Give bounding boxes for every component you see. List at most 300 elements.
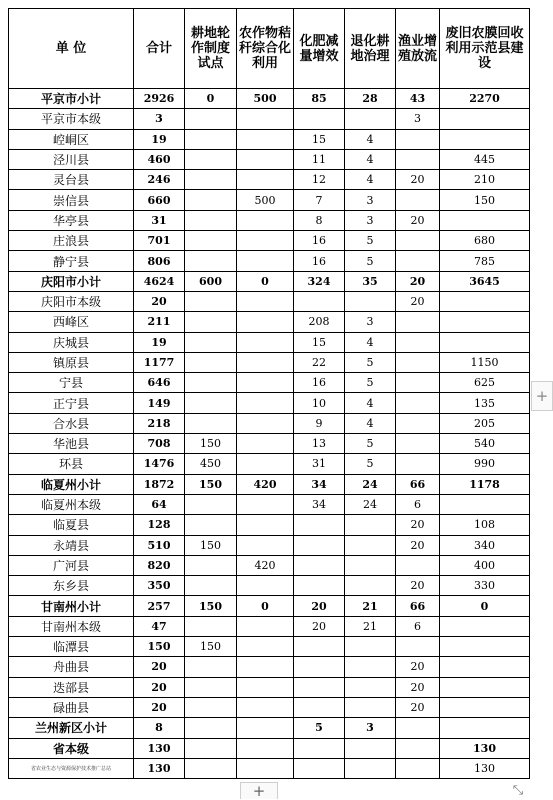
crop-rotation-cell[interactable]: 150 [185, 596, 237, 616]
subtotal-row [9, 718, 530, 738]
fertilizer-reduction-cell[interactable]: 7 [294, 190, 345, 210]
plastic-film-recycling-cell[interactable] [440, 332, 530, 352]
fishery-release-cell[interactable] [396, 373, 440, 393]
total-cell[interactable]: 708 [134, 434, 185, 454]
degraded-land-cell[interactable]: 24 [345, 474, 396, 494]
fertilizer-reduction-cell[interactable] [294, 109, 345, 129]
degraded-land-cell[interactable] [345, 657, 396, 677]
crop-rotation-cell[interactable] [185, 413, 237, 433]
fertilizer-reduction-cell[interactable]: 10 [294, 393, 345, 413]
fertilizer-reduction-cell[interactable] [294, 637, 345, 657]
total-cell[interactable]: 128 [134, 515, 185, 535]
plastic-film-recycling-cell[interactable] [440, 210, 530, 230]
crop-rotation-cell[interactable] [185, 758, 237, 778]
plastic-film-recycling-cell[interactable] [440, 494, 530, 514]
plastic-film-recycling-cell[interactable] [440, 291, 530, 311]
unit-name-cell[interactable]: 静宁县 [9, 251, 134, 271]
fertilizer-reduction-cell[interactable]: 20 [294, 596, 345, 616]
unit-name-cell[interactable]: 泾川县 [9, 149, 134, 169]
plastic-film-recycling-cell[interactable] [440, 616, 530, 636]
table-row [9, 413, 530, 433]
crop-rotation-cell[interactable]: 450 [185, 454, 237, 474]
fertilizer-reduction-cell[interactable] [294, 738, 345, 758]
degraded-land-cell[interactable]: 21 [345, 616, 396, 636]
straw-utilization-cell[interactable] [237, 129, 294, 149]
degraded-land-cell[interactable]: 5 [345, 373, 396, 393]
crop-rotation-cell[interactable] [185, 170, 237, 190]
unit-name-cell[interactable]: 碌曲县 [9, 697, 134, 717]
fertilizer-reduction-cell[interactable] [294, 657, 345, 677]
plastic-film-recycling-cell[interactable]: 130 [440, 738, 530, 758]
straw-utilization-cell[interactable] [237, 758, 294, 778]
crop-rotation-cell[interactable] [185, 332, 237, 352]
degraded-land-cell[interactable]: 28 [345, 89, 396, 109]
straw-utilization-cell[interactable] [237, 210, 294, 230]
unit-name-cell[interactable]: 平京市小计 [9, 89, 134, 109]
fertilizer-reduction-cell[interactable]: 16 [294, 251, 345, 271]
fertilizer-reduction-cell[interactable]: 9 [294, 413, 345, 433]
plastic-film-recycling-cell[interactable]: 400 [440, 555, 530, 575]
crop-rotation-cell[interactable]: 0 [185, 89, 237, 109]
fishery-release-cell[interactable] [396, 413, 440, 433]
crop-rotation-cell[interactable] [185, 738, 237, 758]
straw-utilization-cell[interactable]: 0 [237, 271, 294, 291]
straw-utilization-cell[interactable] [237, 616, 294, 636]
straw-utilization-cell[interactable] [237, 413, 294, 433]
fishery-release-cell[interactable] [396, 149, 440, 169]
fishery-release-cell[interactable]: 20 [396, 697, 440, 717]
unit-name-cell[interactable]: 临夏县 [9, 515, 134, 535]
table-row [9, 616, 530, 636]
table-row [9, 373, 530, 393]
plastic-film-recycling-cell[interactable]: 210 [440, 170, 530, 190]
fertilizer-reduction-cell[interactable] [294, 555, 345, 575]
fishery-release-cell[interactable]: 20 [396, 515, 440, 535]
fishery-release-cell[interactable] [396, 352, 440, 372]
fishery-release-cell[interactable] [396, 555, 440, 575]
fertilizer-reduction-cell[interactable] [294, 515, 345, 535]
degraded-land-cell[interactable]: 35 [345, 271, 396, 291]
crop-rotation-cell[interactable] [185, 109, 237, 129]
table-row [9, 149, 530, 169]
unit-name-cell[interactable]: 广河县 [9, 555, 134, 575]
fishery-release-cell[interactable] [396, 129, 440, 149]
straw-utilization-cell[interactable] [237, 718, 294, 738]
crop-rotation-cell[interactable] [185, 393, 237, 413]
subtotal-row [9, 271, 530, 291]
fishery-release-cell[interactable] [396, 312, 440, 332]
unit-name-cell[interactable]: 甘南州小计 [9, 596, 134, 616]
degraded-land-cell[interactable]: 5 [345, 454, 396, 474]
unit-name-cell[interactable]: 庆阳市本级 [9, 291, 134, 311]
fertilizer-reduction-cell[interactable]: 20 [294, 616, 345, 636]
crop-rotation-cell[interactable] [185, 210, 237, 230]
fishery-release-cell[interactable]: 6 [396, 494, 440, 514]
fishery-release-cell[interactable]: 20 [396, 170, 440, 190]
plastic-film-recycling-cell[interactable]: 135 [440, 393, 530, 413]
fertilizer-reduction-cell[interactable]: 31 [294, 454, 345, 474]
total-cell[interactable]: 8 [134, 718, 185, 738]
plastic-film-recycling-cell[interactable] [440, 109, 530, 129]
crop-rotation-cell[interactable] [185, 251, 237, 271]
header-straw-utilization: 农作物秸秆综合化利用 [237, 9, 294, 89]
crop-rotation-cell[interactable] [185, 190, 237, 210]
fishery-release-cell[interactable]: 43 [396, 89, 440, 109]
crop-rotation-cell[interactable] [185, 352, 237, 372]
fishery-release-cell[interactable] [396, 231, 440, 251]
degraded-land-cell[interactable]: 4 [345, 129, 396, 149]
degraded-land-cell[interactable] [345, 697, 396, 717]
unit-name-cell[interactable]: 甘南州本级 [9, 616, 134, 636]
total-cell[interactable]: 257 [134, 596, 185, 616]
total-cell[interactable]: 31 [134, 210, 185, 230]
degraded-land-cell[interactable]: 5 [345, 231, 396, 251]
total-cell[interactable]: 350 [134, 576, 185, 596]
straw-utilization-cell[interactable]: 420 [237, 474, 294, 494]
crop-rotation-cell[interactable] [185, 555, 237, 575]
fertilizer-reduction-cell[interactable] [294, 697, 345, 717]
total-cell[interactable]: 130 [134, 738, 185, 758]
fishery-release-cell[interactable] [396, 190, 440, 210]
degraded-land-cell[interactable]: 5 [345, 434, 396, 454]
straw-utilization-cell[interactable] [237, 231, 294, 251]
degraded-land-cell[interactable]: 21 [345, 596, 396, 616]
degraded-land-cell[interactable]: 3 [345, 210, 396, 230]
unit-name-cell[interactable]: 西峰区 [9, 312, 134, 332]
unit-name-cell[interactable]: 崇信县 [9, 190, 134, 210]
straw-utilization-cell[interactable] [237, 738, 294, 758]
straw-utilization-cell[interactable] [237, 535, 294, 555]
total-cell[interactable]: 660 [134, 190, 185, 210]
straw-utilization-cell[interactable] [237, 149, 294, 169]
fertilizer-reduction-cell[interactable]: 34 [294, 474, 345, 494]
degraded-land-cell[interactable]: 24 [345, 494, 396, 514]
crop-rotation-cell[interactable] [185, 149, 237, 169]
crop-rotation-cell[interactable] [185, 291, 237, 311]
unit-name-cell[interactable]: 兰州新区小计 [9, 718, 134, 738]
crop-rotation-cell[interactable]: 600 [185, 271, 237, 291]
straw-utilization-cell[interactable] [237, 373, 294, 393]
plastic-film-recycling-cell[interactable]: 445 [440, 149, 530, 169]
crop-rotation-cell[interactable]: 150 [185, 535, 237, 555]
plus-icon: + [535, 387, 549, 405]
plastic-film-recycling-cell[interactable]: 150 [440, 190, 530, 210]
fishery-release-cell[interactable]: 66 [396, 474, 440, 494]
plastic-film-recycling-cell[interactable]: 205 [440, 413, 530, 433]
straw-utilization-cell[interactable] [237, 332, 294, 352]
subtotal-row [9, 738, 530, 758]
total-cell[interactable]: 2926 [134, 89, 185, 109]
fertilizer-reduction-cell[interactable]: 13 [294, 434, 345, 454]
fishery-release-cell[interactable]: 20 [396, 677, 440, 697]
degraded-land-cell[interactable] [345, 576, 396, 596]
straw-utilization-cell[interactable] [237, 291, 294, 311]
fertilizer-reduction-cell[interactable]: 15 [294, 332, 345, 352]
straw-utilization-cell[interactable] [237, 170, 294, 190]
straw-utilization-cell[interactable] [237, 677, 294, 697]
plastic-film-recycling-cell[interactable]: 680 [440, 231, 530, 251]
crop-rotation-cell[interactable] [185, 576, 237, 596]
subtotal-row [9, 596, 530, 616]
fertilizer-reduction-cell[interactable]: 11 [294, 149, 345, 169]
fertilizer-reduction-cell[interactable] [294, 758, 345, 778]
unit-name-cell[interactable]: 正宁县 [9, 393, 134, 413]
crop-rotation-cell[interactable] [185, 129, 237, 149]
straw-utilization-cell[interactable] [237, 312, 294, 332]
total-cell[interactable]: 4624 [134, 271, 185, 291]
degraded-land-cell[interactable]: 5 [345, 352, 396, 372]
total-cell[interactable]: 246 [134, 170, 185, 190]
degraded-land-cell[interactable]: 4 [345, 149, 396, 169]
table-row [9, 677, 530, 697]
straw-utilization-cell[interactable] [237, 494, 294, 514]
crop-rotation-cell[interactable] [185, 373, 237, 393]
total-cell[interactable]: 218 [134, 413, 185, 433]
degraded-land-cell[interactable] [345, 637, 396, 657]
straw-utilization-cell[interactable] [237, 434, 294, 454]
plastic-film-recycling-cell[interactable]: 3645 [440, 271, 530, 291]
plastic-film-recycling-cell[interactable]: 785 [440, 251, 530, 271]
fertilizer-reduction-cell[interactable] [294, 291, 345, 311]
insert-column-button[interactable] [531, 381, 553, 411]
total-cell[interactable]: 19 [134, 332, 185, 352]
crop-rotation-cell[interactable] [185, 312, 237, 332]
plastic-film-recycling-cell[interactable]: 0 [440, 596, 530, 616]
fertilizer-reduction-cell[interactable]: 16 [294, 373, 345, 393]
total-cell[interactable]: 510 [134, 535, 185, 555]
fishery-release-cell[interactable]: 20 [396, 271, 440, 291]
unit-name-cell[interactable]: 永靖县 [9, 535, 134, 555]
plastic-film-recycling-cell[interactable] [440, 677, 530, 697]
subtotal-row [9, 89, 530, 109]
straw-utilization-cell[interactable]: 500 [237, 89, 294, 109]
straw-utilization-cell[interactable]: 500 [237, 190, 294, 210]
degraded-land-cell[interactable] [345, 291, 396, 311]
total-cell[interactable]: 150 [134, 637, 185, 657]
fertilizer-reduction-cell[interactable]: 8 [294, 210, 345, 230]
straw-utilization-cell[interactable]: 0 [237, 596, 294, 616]
crop-rotation-cell[interactable] [185, 697, 237, 717]
plastic-film-recycling-cell[interactable] [440, 697, 530, 717]
crop-rotation-cell[interactable]: 150 [185, 434, 237, 454]
unit-name-cell[interactable]: 灵台县 [9, 170, 134, 190]
plastic-film-recycling-cell[interactable]: 540 [440, 434, 530, 454]
plastic-film-recycling-cell[interactable]: 990 [440, 454, 530, 474]
fishery-release-cell[interactable] [396, 718, 440, 738]
plastic-film-recycling-cell[interactable] [440, 718, 530, 738]
fishery-release-cell[interactable] [396, 758, 440, 778]
crop-rotation-cell[interactable]: 150 [185, 474, 237, 494]
plastic-film-recycling-cell[interactable] [440, 312, 530, 332]
unit-name-cell[interactable]: 平京市本级 [9, 109, 134, 129]
total-cell[interactable]: 701 [134, 231, 185, 251]
total-cell[interactable]: 64 [134, 494, 185, 514]
total-cell[interactable]: 1872 [134, 474, 185, 494]
total-cell[interactable]: 130 [134, 758, 185, 778]
total-cell[interactable]: 646 [134, 373, 185, 393]
fishery-release-cell[interactable]: 20 [396, 210, 440, 230]
table-row [9, 535, 530, 555]
straw-utilization-cell[interactable] [237, 637, 294, 657]
table-row [9, 352, 530, 372]
plastic-film-recycling-cell[interactable]: 340 [440, 535, 530, 555]
fertilizer-reduction-cell[interactable]: 324 [294, 271, 345, 291]
degraded-land-cell[interactable] [345, 677, 396, 697]
crop-rotation-cell[interactable] [185, 231, 237, 251]
unit-name-cell[interactable]: 合水县 [9, 413, 134, 433]
total-cell[interactable]: 20 [134, 291, 185, 311]
straw-utilization-cell[interactable] [237, 454, 294, 474]
fertilizer-reduction-cell[interactable]: 208 [294, 312, 345, 332]
unit-name-cell[interactable]: 庄浪县 [9, 231, 134, 251]
table-row [9, 170, 530, 190]
fishery-release-cell[interactable] [396, 738, 440, 758]
subtotal-row [9, 474, 530, 494]
table-row [9, 555, 530, 575]
degraded-land-cell[interactable]: 4 [345, 332, 396, 352]
fertilizer-reduction-cell[interactable] [294, 576, 345, 596]
fertilizer-reduction-cell[interactable]: 22 [294, 352, 345, 372]
degraded-land-cell[interactable] [345, 535, 396, 555]
total-cell[interactable]: 20 [134, 657, 185, 677]
fertilizer-reduction-cell[interactable]: 16 [294, 231, 345, 251]
crop-rotation-cell[interactable] [185, 494, 237, 514]
degraded-land-cell[interactable] [345, 109, 396, 129]
degraded-land-cell[interactable]: 3 [345, 718, 396, 738]
total-cell[interactable]: 3 [134, 109, 185, 129]
straw-utilization-cell[interactable] [237, 109, 294, 129]
fishery-release-cell[interactable]: 20 [396, 657, 440, 677]
total-cell[interactable]: 20 [134, 697, 185, 717]
total-cell[interactable]: 47 [134, 616, 185, 636]
unit-name-cell[interactable]: 临夏州小计 [9, 474, 134, 494]
unit-name-cell[interactable]: 崆峒区 [9, 129, 134, 149]
total-cell[interactable]: 460 [134, 149, 185, 169]
unit-name-cell[interactable]: 镇原县 [9, 352, 134, 372]
unit-name-cell[interactable]: 环县 [9, 454, 134, 474]
insert-row-button[interactable] [240, 782, 278, 799]
header-crop-rotation: 耕地轮作制度试点 [185, 9, 237, 89]
unit-name-cell[interactable]: 临夏州本级 [9, 494, 134, 514]
degraded-land-cell[interactable] [345, 515, 396, 535]
degraded-land-cell[interactable] [345, 738, 396, 758]
fertilizer-reduction-cell[interactable] [294, 677, 345, 697]
degraded-land-cell[interactable]: 3 [345, 312, 396, 332]
degraded-land-cell[interactable]: 5 [345, 251, 396, 271]
degraded-land-cell[interactable] [345, 758, 396, 778]
plastic-film-recycling-cell[interactable] [440, 657, 530, 677]
straw-utilization-cell[interactable] [237, 352, 294, 372]
degraded-land-cell[interactable] [345, 555, 396, 575]
total-cell[interactable]: 820 [134, 555, 185, 575]
fishery-release-cell[interactable]: 20 [396, 576, 440, 596]
fishery-release-cell[interactable]: 20 [396, 535, 440, 555]
plastic-film-recycling-cell[interactable]: 2270 [440, 89, 530, 109]
fishery-release-cell[interactable] [396, 637, 440, 657]
straw-utilization-cell[interactable] [237, 393, 294, 413]
table-resize-handle[interactable] [510, 783, 526, 797]
fishery-release-cell[interactable] [396, 332, 440, 352]
fishery-release-cell[interactable]: 3 [396, 109, 440, 129]
fertilizer-reduction-cell[interactable] [294, 535, 345, 555]
unit-name-cell[interactable]: 舟曲县 [9, 657, 134, 677]
unit-name-cell[interactable]: 迭部县 [9, 677, 134, 697]
straw-utilization-cell[interactable] [237, 576, 294, 596]
unit-name-cell[interactable]: 华池县 [9, 434, 134, 454]
total-cell[interactable]: 20 [134, 677, 185, 697]
degraded-land-cell[interactable]: 4 [345, 393, 396, 413]
plus-icon: + [252, 782, 266, 800]
total-cell[interactable]: 806 [134, 251, 185, 271]
degraded-land-cell[interactable]: 3 [345, 190, 396, 210]
fertilizer-reduction-cell[interactable]: 85 [294, 89, 345, 109]
unit-name-cell[interactable]: 省本级 [9, 738, 134, 758]
plastic-film-recycling-cell[interactable]: 1178 [440, 474, 530, 494]
straw-utilization-cell[interactable] [237, 697, 294, 717]
crop-rotation-cell[interactable] [185, 616, 237, 636]
fishery-release-cell[interactable]: 20 [396, 291, 440, 311]
crop-rotation-cell[interactable] [185, 657, 237, 677]
total-cell[interactable]: 211 [134, 312, 185, 332]
allocation-table [8, 8, 530, 779]
degraded-land-cell[interactable]: 4 [345, 170, 396, 190]
unit-name-cell[interactable]: 华亭县 [9, 210, 134, 230]
header-fishery-release: 渔业增殖放流 [396, 9, 440, 89]
plastic-film-recycling-cell[interactable]: 1150 [440, 352, 530, 372]
fertilizer-reduction-cell[interactable]: 12 [294, 170, 345, 190]
fishery-release-cell[interactable] [396, 434, 440, 454]
crop-rotation-cell[interactable] [185, 718, 237, 738]
fishery-release-cell[interactable] [396, 393, 440, 413]
plastic-film-recycling-cell[interactable]: 130 [440, 758, 530, 778]
fishery-release-cell[interactable]: 66 [396, 596, 440, 616]
crop-rotation-cell[interactable] [185, 515, 237, 535]
fertilizer-reduction-cell[interactable]: 34 [294, 494, 345, 514]
degraded-land-cell[interactable]: 4 [345, 413, 396, 433]
total-cell[interactable]: 149 [134, 393, 185, 413]
straw-utilization-cell[interactable]: 420 [237, 555, 294, 575]
unit-name-cell[interactable]: 省农业生态与资源保护技术推广总站 [9, 758, 134, 778]
unit-name-cell[interactable]: 庆阳市小计 [9, 271, 134, 291]
plastic-film-recycling-cell[interactable] [440, 129, 530, 149]
crop-rotation-cell[interactable] [185, 677, 237, 697]
total-cell[interactable]: 1177 [134, 352, 185, 372]
unit-name-cell[interactable]: 宁县 [9, 373, 134, 393]
unit-name-cell[interactable]: 东乡县 [9, 576, 134, 596]
crop-rotation-cell[interactable]: 150 [185, 637, 237, 657]
fertilizer-reduction-cell[interactable]: 15 [294, 129, 345, 149]
table-row [9, 210, 530, 230]
plastic-film-recycling-cell[interactable] [440, 637, 530, 657]
unit-name-cell[interactable]: 庆城县 [9, 332, 134, 352]
total-cell[interactable]: 19 [134, 129, 185, 149]
fishery-release-cell[interactable] [396, 454, 440, 474]
straw-utilization-cell[interactable] [237, 251, 294, 271]
plastic-film-recycling-cell[interactable]: 625 [440, 373, 530, 393]
header-fertilizer-reduction: 化肥减量增效 [294, 9, 345, 89]
total-cell[interactable]: 1476 [134, 454, 185, 474]
straw-utilization-cell[interactable] [237, 657, 294, 677]
fishery-release-cell[interactable]: 6 [396, 616, 440, 636]
fishery-release-cell[interactable] [396, 251, 440, 271]
plastic-film-recycling-cell[interactable]: 108 [440, 515, 530, 535]
table-row [9, 494, 530, 514]
fertilizer-reduction-cell[interactable]: 5 [294, 718, 345, 738]
resize-icon: ⤡ [512, 782, 524, 798]
plastic-film-recycling-cell[interactable]: 330 [440, 576, 530, 596]
unit-name-cell[interactable]: 临潭县 [9, 637, 134, 657]
straw-utilization-cell[interactable] [237, 515, 294, 535]
